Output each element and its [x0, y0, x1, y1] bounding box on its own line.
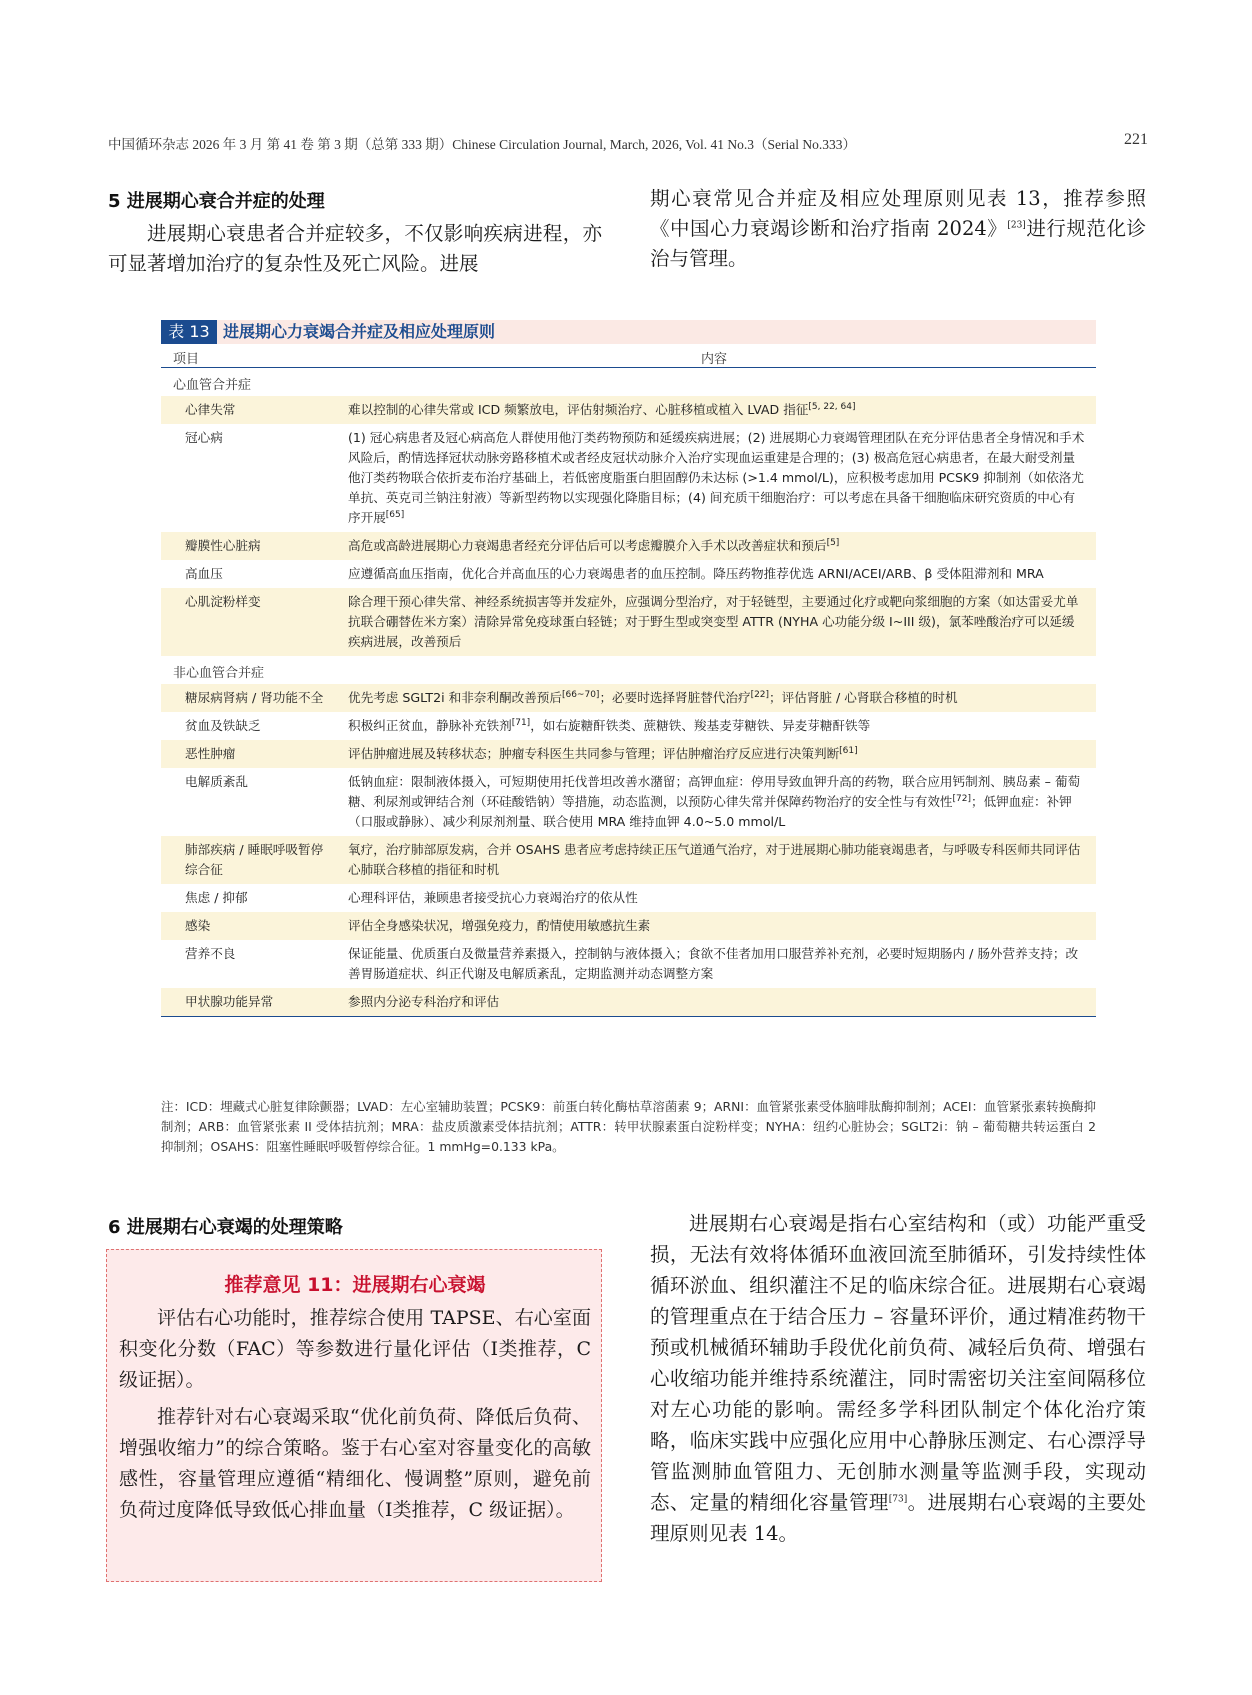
row-item: 焦虑 / 抑郁	[185, 890, 248, 905]
section5-title: 5 进展期心衰合并症的处理	[108, 191, 325, 212]
section6-right-column	[650, 1208, 1146, 1549]
row-item: 冠心病	[185, 430, 223, 445]
table-caption	[161, 320, 1096, 344]
content-text: 除合理干预心律失常、神经系统损害等并发症外，应强调分型治疗，对于轻链型，主要通过化疗或靶向浆细胞的方案（如达雷妥尤单抗联合硼替佐米方案）清除异常免疫球蛋白轻链；对于野生型或突变型 ATTR (NYHA 心功能分级 I~III 级)，氯苯唑酸治疗可以延缓疾病进展，改善预后	[348, 594, 1079, 649]
row-content	[336, 884, 1096, 912]
content-text: ；必要时选择肾脏替代治疗	[599, 690, 751, 705]
section5-paragraph-left: 进展期心衰患者合并症较多，不仅影响疾病进程，亦可显著增加治疗的复杂性及死亡风险。进展	[108, 222, 602, 275]
group-header-noncardio	[161, 656, 1096, 684]
content-text: 氧疗，治疗肺部原发病，合并 OSAHS 患者应考虑持续正压气道通气治疗，对于进展期心肺功能衰竭患者，与呼吸专科医师共同评估心肺联合移植的指征和时机	[348, 842, 1081, 877]
row-content	[336, 836, 1096, 884]
row-item: 甲状腺功能异常	[185, 994, 274, 1009]
section5-left-column	[108, 187, 602, 279]
section6-title-wrap	[108, 1213, 602, 1239]
content-text: 低钠血症：限制液体摄入，可短期使用托伐普坦改善水潴留；高钾血症：停用导致血钾升高的药物，联合应用钙制剂、胰岛素 – 葡萄糖、利尿剂或钾结合剂（环硅酸锆钠）等措施，动态监测，以预防心律失常并保障药物治疗的安全性与有效性	[348, 774, 1081, 809]
citation-ref: [5, 22, 64]	[808, 401, 856, 412]
row-content	[336, 740, 1096, 768]
table-title: 进展期心力衰竭合并症及相应处理原则	[223, 322, 496, 341]
row-content	[336, 532, 1096, 560]
column-header-item: 项目	[173, 352, 200, 367]
row-item: 瓣膜性心脏病	[185, 538, 261, 553]
row-content	[336, 712, 1096, 740]
table-row	[161, 712, 1096, 740]
content-text: 应遵循高血压指南，优化合并高血压的心力衰竭患者的血压控制。降压药物推荐优选 ARNI/ACEI/ARB、β 受体阻滞剂和 MRA	[348, 566, 1044, 581]
row-content	[336, 988, 1096, 1016]
table-column-headers	[161, 344, 1096, 368]
cardio-rows	[161, 396, 1096, 656]
row-content	[336, 940, 1096, 988]
row-content	[336, 424, 1096, 532]
row-item: 感染	[185, 918, 211, 933]
table-13	[161, 320, 1096, 1017]
content-text: 心理科评估，兼顾患者接受抗心力衰竭治疗的依从性	[348, 890, 638, 905]
content-text: 积极纠正贫血，静脉补充铁剂	[348, 718, 512, 733]
table-row	[161, 768, 1096, 836]
row-content	[336, 912, 1096, 940]
content-text: 保证能量、优质蛋白及微量营养素摄入，控制钠与液体摄入；食欲不佳者加用口服营养补充剂，必要时短期肠内 / 肠外营养支持；改善胃肠道症状、纠正代谢及电解质紊乱，定期监测并动态调整方案	[348, 946, 1079, 981]
recommendation-title: 推荐意见 11：进展期右心衰竭	[224, 1274, 486, 1296]
section5-paragraph-right	[650, 184, 1146, 274]
content-text: 评估全身感染状况，增强免疫力，酌情使用敏感抗生素	[348, 918, 651, 933]
recommendation-paragraph-1: 评估右心功能时，推荐综合使用 TAPSE、右心室面积变化分数（FAC）等参数进行量化评估（Ⅰ类推荐，C 级证据）。	[119, 1307, 591, 1391]
row-item: 恶性肿瘤	[185, 746, 236, 761]
table-row	[161, 988, 1096, 1016]
recommendation-box	[106, 1249, 602, 1582]
running-head	[108, 133, 1148, 153]
row-item: 心肌淀粉样变	[185, 594, 261, 609]
row-item: 营养不良	[185, 946, 236, 961]
citation-ref: [65]	[385, 509, 405, 520]
citation-ref: [66~70]	[561, 689, 600, 700]
section5-right-column	[650, 184, 1146, 274]
table-row	[161, 940, 1096, 988]
section6-paragraph	[650, 1208, 1146, 1549]
row-item: 肺部疾病 / 睡眠呼吸暂停综合征	[185, 842, 324, 877]
content-text: 优先考虑 SGLT2i 和非奈利酮改善预后	[348, 690, 562, 705]
table-row	[161, 560, 1096, 588]
row-content	[336, 396, 1096, 424]
content-text: ，如右旋糖酐铁类、蔗糖铁、羧基麦芽糖铁、异麦芽糖酐铁等	[530, 718, 871, 733]
row-item: 贫血及铁缺乏	[185, 718, 261, 733]
table-row	[161, 740, 1096, 768]
section5-right-text: 期心衰常见合并症及相应处理原则见表 13，推荐参照《中国心力衰竭诊断和治疗指南 2024》	[650, 187, 1146, 240]
section6-title: 6 进展期右心衰竭的处理策略	[108, 1217, 343, 1238]
row-item: 高血压	[185, 566, 223, 581]
content-text: ；评估肾脏 / 心肾联合移植的时机	[769, 690, 958, 705]
table-number: 表 13	[161, 320, 217, 344]
table-row	[161, 424, 1096, 532]
group-label: 非心血管合并症	[173, 666, 265, 681]
noncardio-rows	[161, 684, 1096, 1017]
citation-ref: [23]	[1007, 220, 1026, 231]
citation-ref: [72]	[952, 793, 971, 804]
row-item: 糖尿病肾病 / 肾功能不全	[185, 690, 324, 705]
recommendation-paragraph-2: 推荐针对右心衰竭采取“优化前负荷、降低后负荷、增强收缩力”的综合策略。鉴于右心室对容量变化的高敏感性，容量管理应遵循“精细化、慢调整”原则，避免前负荷过度降低导致低心排血量（Ⅰ类推荐，C 级证据）。	[119, 1406, 591, 1521]
content-text: 难以控制的心律失常或 ICD 频繁放电，评估射频治疗、心脏移植或植入 LVAD 指征	[348, 402, 809, 417]
citation-ref: [71]	[511, 717, 531, 728]
row-content	[336, 768, 1096, 836]
content-text: 高危或高龄进展期心力衰竭患者经充分评估后可以考虑瓣膜介入手术以改善症状和预后	[348, 538, 827, 553]
section6-text: 进展期右心衰竭是指右心室结构和（或）功能严重受损，无法有效将体循环血液回流至肺循环，引发持续性体循环淤血、组织灌注不足的临床综合征。进展期右心衰竭的管理重点在于结合压力 – 容量环评价，通过精准药物干预或机械循环辅助手段优化前负荷、减轻后负荷、增强右心收缩功能并维持系统灌注，同时需密切关注室间隔移位对左心功能的影响。需经多学科团队制定个体化治疗策略，临床实践中应强化应用中心静脉压测定、右心漂浮导管监测肺血管阻力、无创肺水测量等监测手段，实现动态、定量的精细化容量管理	[650, 1212, 1146, 1514]
column-header-content: 内容	[701, 352, 728, 367]
row-content	[336, 588, 1096, 656]
group-label: 心血管合并症	[173, 378, 252, 393]
content-text: ；低钾血症：补钾（口服或静脉）、减少利尿剂剂量、联合使用 MRA 维持血钾 4.0~5.0 mmol/L	[348, 794, 1072, 829]
row-item: 电解质紊乱	[185, 774, 248, 789]
section6-text-end: 。进展期右心衰竭的主要处理原则见表 14。	[650, 1491, 1146, 1545]
citation-ref: [22]	[750, 689, 770, 700]
content-text: (1) 冠心病患者及冠心病高危人群使用他汀类药物预防和延缓疾病进展；(2) 进展期心力衰竭管理团队在充分评估患者全身情况和手术风险后，酌情选择冠状动脉旁路移植术或者经皮冠状动脉介入治疗实现血运重建是合理的；(3) 极高危冠心病患者，在最大耐受剂量他汀类药物联合依折麦布治疗基础上，若低密度脂蛋白胆固醇仍未达标 (>1.4 mmol/L)，应积极考虑加用 PCSK9 抑制剂（如依洛尤单抗、英克司兰钠注射液）等新型药物以实现强化降脂目标；(4) 间充质干细胞治疗：可以考虑在具备干细胞临床研究资质的中心有序开展	[348, 430, 1085, 525]
table-row	[161, 532, 1096, 560]
citation-ref: [61]	[839, 745, 858, 756]
table-row	[161, 684, 1096, 712]
row-content	[336, 560, 1096, 588]
table-row	[161, 396, 1096, 424]
citation-ref: [5]	[826, 537, 840, 548]
row-content	[336, 684, 1096, 712]
content-text: 参照内分泌专科治疗和评估	[348, 994, 500, 1009]
row-item: 心律失常	[185, 402, 236, 417]
table-row	[161, 884, 1096, 912]
content-text: 评估肿瘤进展及转移状态；肿瘤专科医生共同参与管理；评估肿瘤治疗反应进行决策判断	[348, 746, 840, 761]
section5-right-text-end: 进行规范化诊治与管理。	[650, 217, 1146, 270]
table-row	[161, 588, 1096, 656]
page-number: 221	[1124, 131, 1148, 148]
group-header-cardio	[161, 368, 1096, 396]
journal-citation: 中国循环杂志 2026 年 3 月 第 41 卷 第 3 期（总第 333 期）Chinese Circulation Journal, March, 2026, Vol. 41 No.3（Serial No.333）	[108, 137, 856, 152]
table-row	[161, 836, 1096, 884]
table-row	[161, 912, 1096, 940]
table-note: 注：ICD：埋藏式心脏复律除颤器；LVAD：左心室辅助装置；PCSK9：前蛋白转化酶枯草溶菌素 9；ARNI：血管紧张素受体脑啡肽酶抑制剂；ACEI：血管紧张素转换酶抑制剂；ARB：血管紧张素 II 受体拮抗剂；MRA：盐皮质激素受体拮抗剂；ATTR：转甲状腺素蛋白淀粉样变；NYHA：纽约心脏协会；SGLT2i：钠 – 葡萄糖共转运蛋白 2 抑制剂；OSAHS：阻塞性睡眠呼吸暂停综合征。1 mmHg=0.133 kPa。	[161, 1099, 1096, 1154]
citation-ref: [73]	[888, 1494, 908, 1505]
